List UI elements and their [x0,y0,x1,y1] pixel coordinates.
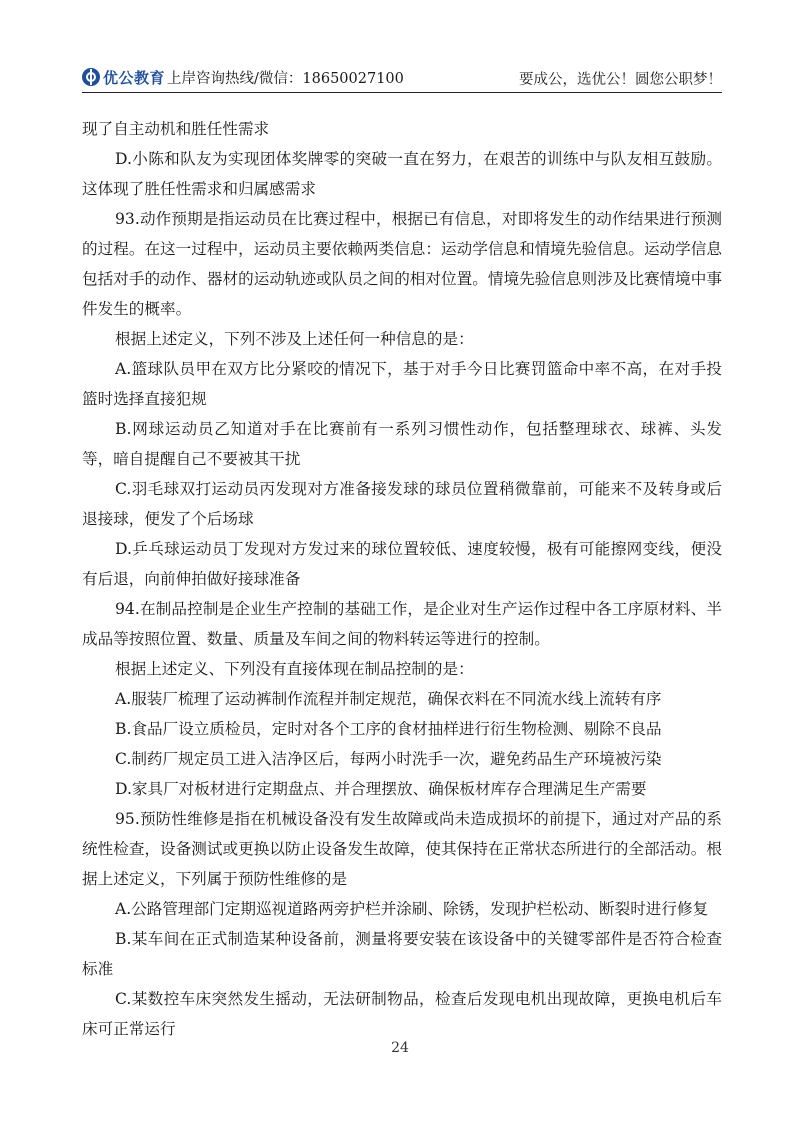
page-number: 24 [391,1040,409,1056]
logo-icon [82,68,100,86]
option-c: C.某数控车床突然发生摇动，无法研制物品，检查后发现电机出现故障，更换电机后车床可正常运行 [82,990,722,1038]
question-prompt: 根据上述定义，下列不涉及上述任何一种信息的是： [115,330,474,348]
hotline-text: 上岸咨询热线/微信：18650027100 [167,70,404,87]
paragraph: 现了自主动机和胜任性需求 [82,120,270,138]
option-c: C.制药厂规定员工进入洁净区后，每两小时洗手一次，避免药品生产环境被污染 [115,750,662,768]
option-a: A.服装厂梳理了运动裤制作流程并制定规范，确保衣料在不同流水线上流转有序 [115,690,662,708]
option-b: B.网球运动员乙知道对手在比赛前有一系列习惯性动作，包括整理球衣、球裤、头发等，暗自提醒自己不要被其干扰 [82,420,722,468]
option-a: A.公路管理部门定期巡视道路两旁护栏并涂刷、除锈，发现护栏松动、断裂时进行修复 [115,900,709,918]
option-b: B.某车间在正式制造某种设备前，测量将要安装在该设备中的关键零部件是否符合检查标准 [82,930,722,978]
header-divider [82,92,722,93]
option-d: D.乒乓球运动员丁发现对方发过来的球位置较低、速度较慢，极有可能擦网变线，便没有后退，向前伸拍做好接球准备 [82,540,722,588]
question-95: 95.预防性维修是指在机械设备没有发生故障或尚未造成损坏的前提下，通过对产品的系统性检查，设备测试或更换以防止设备发生故障，使其保持在正常状态所进行的全部活动。根据上述定义，下列属于预防性维修的是 [82,810,722,888]
document-body [82,114,722,1044]
option-b: B.食品厂设立质检员，定时对各个工序的食材抽样进行衍生物检测、剔除不良品 [115,720,662,738]
logo [82,67,165,88]
question-prompt: 根据上述定义、下列没有直接体现在制品控制的是： [115,660,474,678]
option-c: C.羽毛球双打运动员丙发现对方准备接发球的球员位置稍微靠前，可能来不及转身或后退接球，便发了个后场球 [82,480,722,528]
page-header [82,62,722,92]
option-d: D.家具厂对板材进行定期盘点、并合理摆放、确保板材库存合理满足生产需要 [115,780,647,798]
logo-text: 优公教育 [103,68,166,87]
question-93: 93.动作预期是指运动员在比赛过程中，根据已有信息，对即将发生的动作结果进行预测的过程。在这一过程中，运动员主要依赖两类信息：运动学信息和情境先验信息。运动学信息包括对手的动作、器材的运动轨迹或队员之间的相对位置。情境先验信息则涉及比赛情境中事件发生的概率。 [82,210,722,318]
option-a: A.篮球队员甲在双方比分紧咬的情况下，基于对手今日比赛罚篮命中率不高，在对手投篮时选择直接犯规 [82,360,722,408]
option-d: D.小陈和队友为实现团体奖牌零的突破一直在努力，在艰苦的训练中与队友相互鼓励。这体现了胜任性需求和归属感需求 [82,150,722,198]
slogan-text: 要成公，选优公！圆您公职梦！ [519,72,722,88]
question-94: 94.在制品控制是企业生产控制的基础工作，是企业对生产运作过程中各工序原材料、半成品等按照位置、数量、质量及车间之间的物料转运等进行的控制。 [82,600,722,648]
